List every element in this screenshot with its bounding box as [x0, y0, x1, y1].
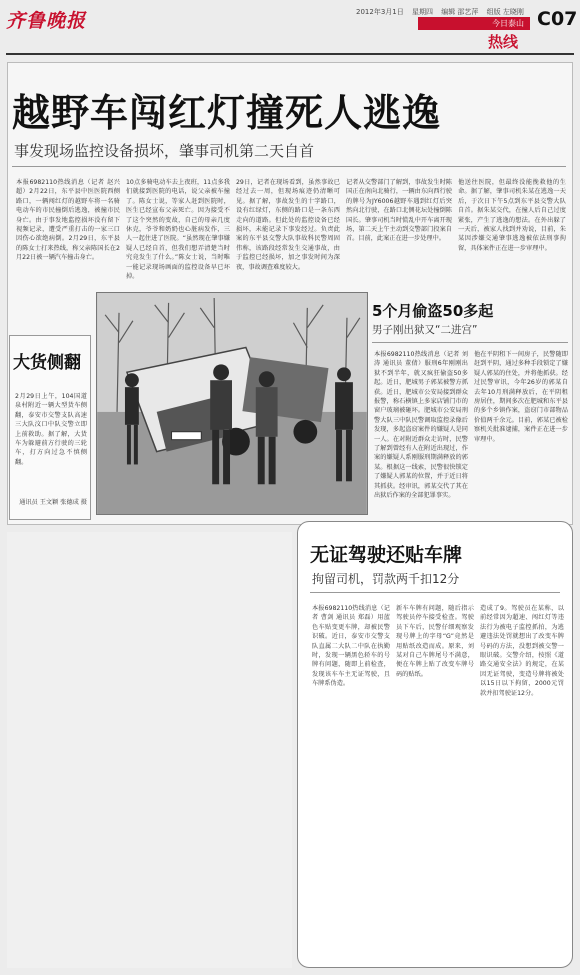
masthead-logo: 齐鲁晚报	[6, 10, 87, 32]
designer-credit: 组版 左晓刚	[486, 8, 524, 16]
section-name: 热线	[488, 33, 519, 51]
header-rule	[6, 53, 574, 55]
overturned-truck-photo	[96, 292, 368, 515]
issue-date: 2012年3月1日	[356, 8, 404, 16]
lead-column-3: 29日，记者在现场看到，虽然事故已经过去一周，但现场痕迹仍清晰可见。据了解，事故发生的十字路口，设有红绿灯，东侧的路口是一条东西走向的道路。但此处的监控设备已经损坏，未能记录下事发经过。负责此案的东平县交警大队事故科民警周固伟称，该路段经常发生交通事故，由于监控已经损坏，加之事发时间为深夜，事故调查难度较大。	[236, 179, 340, 271]
lead-column-1: 本报6982110热线消息（记者 赵兴超）2月22日，东平县中医医院西侧路口，一辆闯红灯的越野车将一名骑电动车的市民撞倒后逃逸，被撞市民身亡。由于事发地监控损坏没有留下视频记录，遭受严重打击的一家三口因伤心欲绝病倒。2月29日，东平县的陈女士打来热线，称父亲陈国长在2月22日被一辆汽车撞击身亡。	[16, 179, 120, 262]
editor-credit: 编辑 邵艺萍	[441, 8, 479, 16]
issue-meta	[356, 7, 530, 17]
page-number: C07	[537, 8, 578, 30]
story3-column-2: 新车车牌有问题，随后指示驾驶员停车接受检查。驾驶员下车后，民警仔细观察发现号牌上的字母“G”竟然是用贴纸改造而成。原来，刘某对自己车牌尾号不满意，便在车牌上贴了改变车牌号码的贴纸。	[396, 605, 474, 678]
story2-column-1: 本报6982110热线消息（记者 刘涛 通讯员 董倩）服刑6年刚刚出狱不到半年，就又疯狂偷盗50多起。近日，肥城男子郭某被警方抓获。近日，肥城市公安局接到群众报警，称石横镇上多家店铺门市的窗户玻璃被砸坏。肥城市公安局刑警大队三中队民警调取监控录像后发现，多起盗窃案件的嫌疑人是同一人。在对附近群众走访时，民警了解到曾经有人在附近出现过，作案的嫌疑人系刚服刑期满释放的郭某。根据这一线索，民警很快锁定了嫌疑人郭某的位置，并于近日将其抓获。经审讯，郭某交代了其在出狱后作案的全部犯罪事实。	[374, 351, 468, 500]
story3-column-1: 本报6982110热线消息（记者 曹剑 通讯员 郑磊）用蓝色车贴变更车牌，却被民警识破。近日，泰安市交警支队直属二大队二中队在执勤时，发现一辆黑色轿车的号牌有问题，随即上前检查，发现该车车主无证驾驶，且车牌系伪造。	[312, 605, 390, 688]
story3-subheadline: 拘留司机，罚款两千扣12分	[312, 572, 460, 586]
small-story-headline: 大货侧翻	[13, 353, 81, 373]
small-story-credit: 通讯员 王文颖 张德成 摄	[19, 499, 87, 506]
small-story-body: 2月29日上午，104国道泉村附近一辆大型货车侧翻，泰安市交警支队高速三大队汶口中队交警立即上前救助。据了解，大货车为躲避前方行驶的三轮车，打方向过急不慎侧翻。	[15, 393, 87, 466]
lead-column-4: 记者从交警部门了解到，事故发生时陈国正在南向北骑行，一辆由东向西行驶的牌号为JY6006越野车遇到红灯后突然向北行驶，在路口北侧花坛处撞倒陈国长。肇事司机当时慌乱中开车离开现场，第二天上午主动到交警部门投案自首。目前，此案正在进一步处理中。	[346, 179, 452, 243]
story2-subheadline: 男子刚出狱又“二进宫”	[372, 324, 478, 336]
story2-column-2: 他在平阴租下一间房子，民警随即赶到平阴，通过多种手段锁定了嫌疑人郭某的住处，并将他抓获。经过民警审讯，今年26岁的郭某自去年10月刑满释放后，在平阴租房居住，期间多次在肥城和东平县的多个乡镇作案，盗窃门市部物品价值两千余元。目前，郭某已被检察机关批准逮捕，案件正在进一步审理中。	[474, 351, 568, 443]
lead-column-5: 他送往医院，但最终没能挽救他的生命。据了解，肇事司机朱某在逃逸一天后，于次日下午5点到东平县交警大队自首。据朱某交代，在撞人后自己过度紧张，产生了逃逸的想法。在外出躲了一天后，被家人找到并劝说，目前，朱某因涉嫌交通肇事逃逸被依法刑事拘留，具体案件正在进一步审理中。	[458, 179, 566, 252]
lead-divider	[12, 166, 566, 167]
lead-subheadline: 事发现场监控设备损坏，肇事司机第二天自首	[14, 142, 315, 160]
photo-illustration	[97, 293, 367, 514]
story3-headline: 无证驾驶还贴车牌	[310, 544, 463, 566]
edition-bar: 今日泰山	[418, 17, 530, 30]
lead-column-2: 10点多骑电动车去上夜班，11点多我们就接到医院的电话，说父亲被车撞了。陈女士说，等家人赶到医院时，医生已经宣布父亲死亡。因为接受不了这个突然的变故，自己的母亲几度休克，爷爷和奶奶也心脏病发作，三人一起住进了医院。“虽然现在肇事嫌疑人已经自首，但我们想弄清楚当时究竟发生了什么。”陈女士说，当时唯一能记录现场画面的监控设备早已坏掉。	[126, 179, 230, 281]
issue-weekday: 星期四	[411, 8, 433, 16]
story3-column-3: 造成了9。驾驶员在某称，以前经常因为超速、闯红灯等违法行为被电子监控抓拍，为逃避违法处罚就想出了改变车牌号码的方法，没想到被交警一眼识破。交警介绍，按照《道路交通安全法》的规定，在某因无证驾驶，变造号牌将被处以15日以下拘留，2000元罚款并扣驾驶证12分。	[480, 605, 564, 697]
blank-area	[7, 532, 292, 968]
lead-headline: 越野车闯红灯撞死人逃逸	[12, 91, 442, 135]
story2-headline: 5个月偷盗50多起	[372, 302, 494, 320]
story3-divider	[310, 592, 560, 593]
story2-divider	[372, 342, 568, 343]
